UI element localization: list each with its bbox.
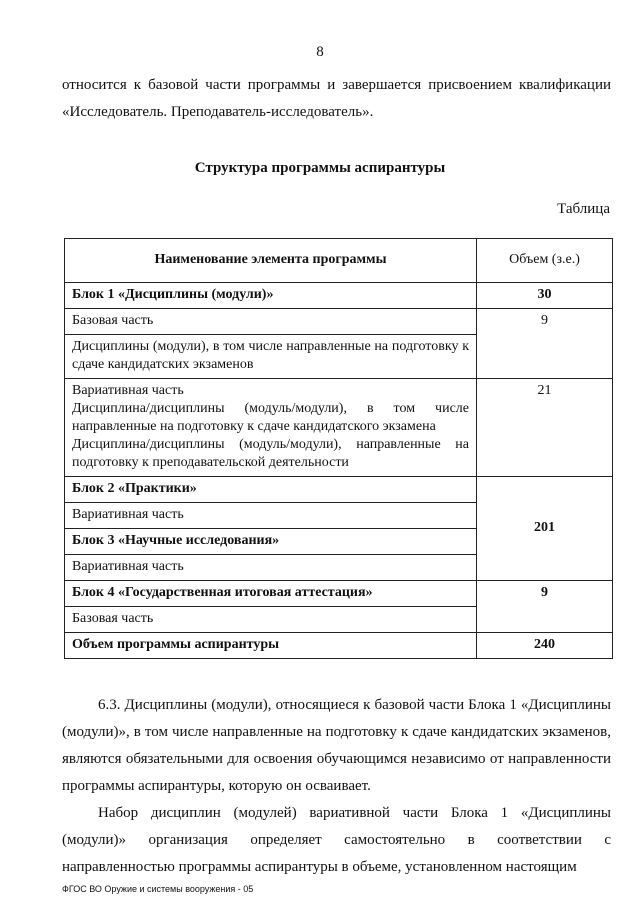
table-row — [65, 633, 613, 659]
total-volume: 240 — [477, 633, 613, 659]
paragraph-disciplines-set: Набор дисциплин (модулей) вариативной части Блока 1 «Дисциплины (модули)» организация определяет самостоятельно в соответствии с направленностью программы аспирантуры в объеме, установленном настоящим — [62, 805, 611, 875]
block1-variative-cell — [65, 379, 477, 477]
table-row — [65, 581, 613, 607]
block1-variative-line2: Дисциплина/дисциплины (модуль/модули), направленные на подготовку к преподавательской деятельности — [72, 437, 469, 470]
block1-variative-line1: Дисциплина/дисциплины (модуль/модули), в том числе направленные на подготовку к сдаче кандидатского экзамена — [72, 401, 469, 434]
block1-variative-part: Вариативная часть — [72, 383, 184, 398]
block4-volume: 9 — [477, 581, 613, 633]
paragraph-6-3: 6.3. Дисциплины (модули), относящиеся к базовой части Блока 1 «Дисциплины (модули)», в том числе направленные на подготовку к сдаче кандидатских экзаменов, являются обязательными для освоения обучающимся независимо от направленности программы аспирантуры, которую он осваивает. — [62, 697, 611, 794]
section-title: Структура программы аспирантуры — [194, 160, 446, 176]
block1-variative-volume: 21 — [477, 379, 613, 477]
intro-continuation-paragraph: относится к базовой части программы и завершается присвоением квалификации «Исследователь. Преподаватель-исследователь». — [62, 77, 611, 120]
block2-title: Блок 2 «Практики» — [65, 477, 477, 503]
table-header-row — [65, 239, 613, 283]
page-number: 8 — [316, 44, 324, 60]
block4-base-part: Базовая часть — [65, 607, 477, 633]
block1-disciplines: Дисциплины (модули), в том числе направленные на подготовку к сдаче кандидатских экзаменов — [65, 335, 477, 379]
block3-variative-part: Вариативная часть — [65, 555, 477, 581]
footer: ФГОС ВО Оружие и системы вооружения - 05 — [62, 884, 254, 894]
blocks23-volume: 201 — [477, 477, 613, 581]
table-row — [65, 283, 613, 309]
table-row — [65, 477, 613, 503]
block1-volume: 30 — [477, 283, 613, 309]
block2-variative-part: Вариативная часть — [65, 503, 477, 529]
block1-base-volume: 9 — [477, 309, 613, 379]
header-element-name: Наименование элемента программы — [65, 239, 477, 283]
header-volume: Объем (з.е.) — [477, 239, 613, 283]
table-row — [65, 379, 613, 477]
program-structure-table — [64, 238, 613, 659]
block4-title: Блок 4 «Государственная итоговая аттестация» — [65, 581, 477, 607]
table-row — [65, 309, 613, 335]
total-label: Объем программы аспирантуры — [65, 633, 477, 659]
table-caption: Таблица — [557, 201, 610, 217]
block1-base-part: Базовая часть — [65, 309, 477, 335]
block1-title: Блок 1 «Дисциплины (модули)» — [65, 283, 477, 309]
block3-title: Блок 3 «Научные исследования» — [65, 529, 477, 555]
